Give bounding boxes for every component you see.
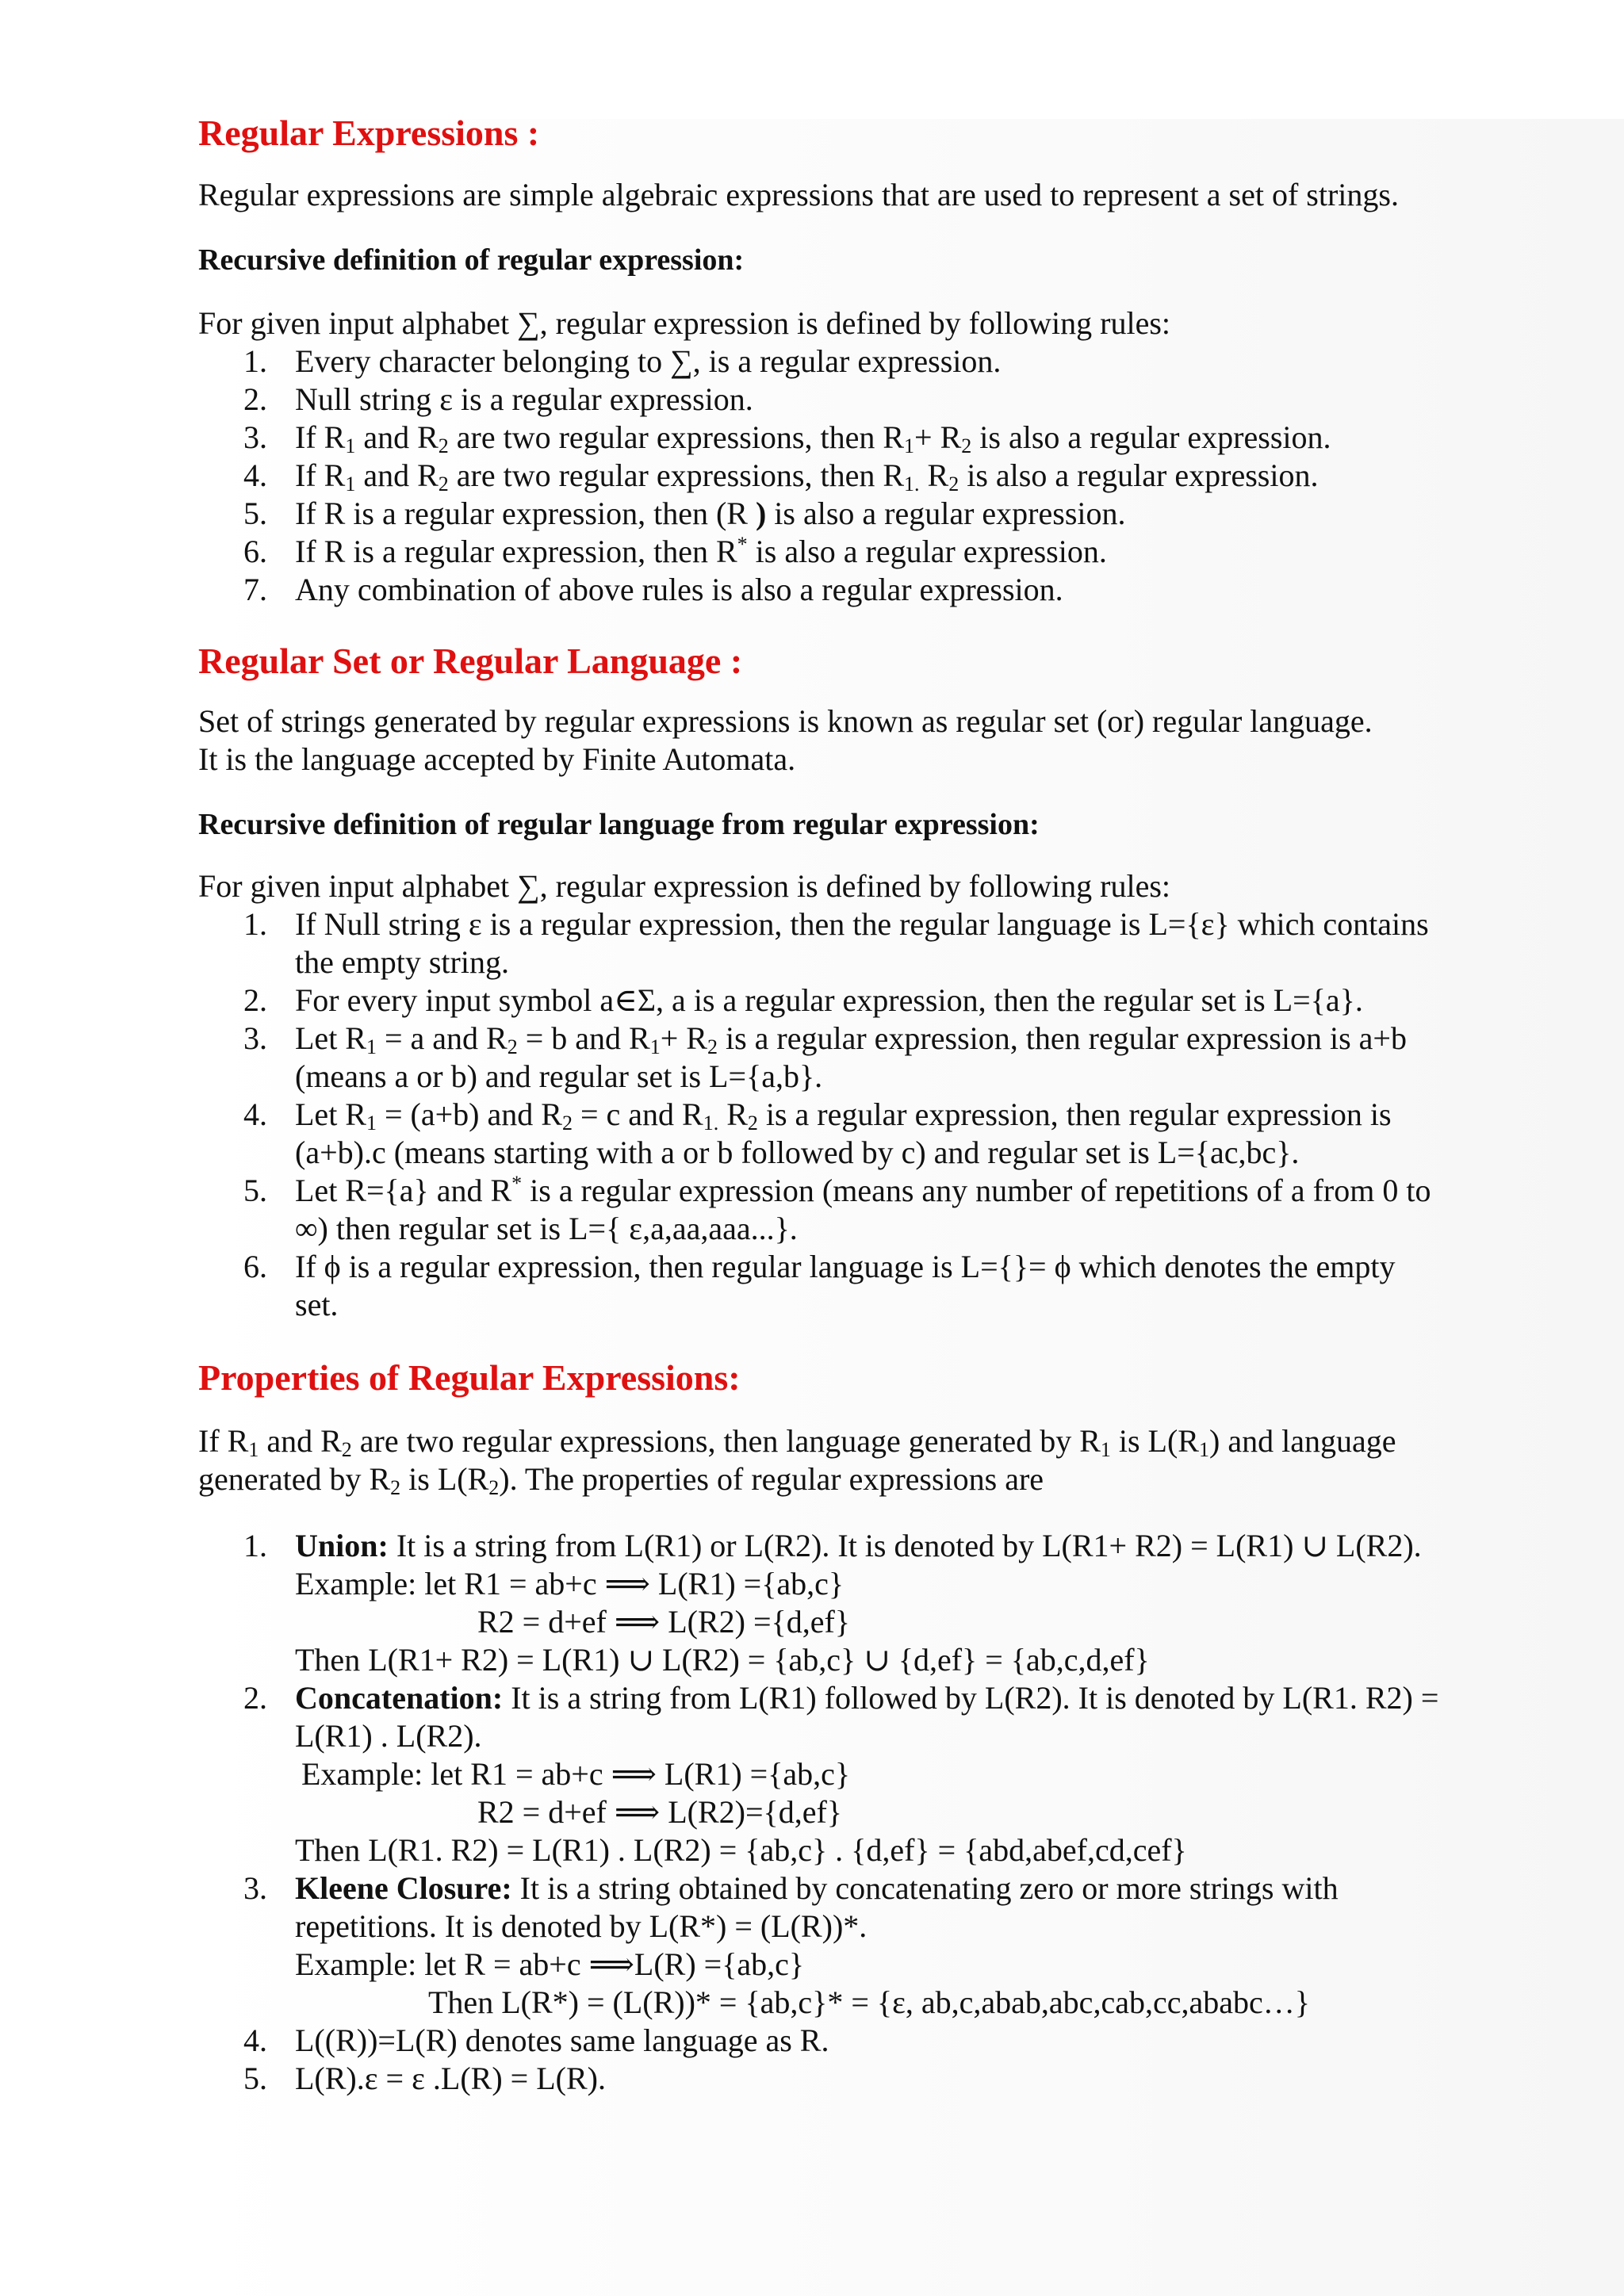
list-item: 5. Let R={a} and R* is a regular expression (means any number of repetitions of a from 0 to ∞) then regular set is L={ ε,a,aa,aaa...}.	[243, 1172, 1431, 1246]
list-item: 7. Any combination of above rules is also a regular expression.	[243, 572, 1063, 607]
property-4: 4. L((R))=L(R) denotes same language as R.	[243, 2022, 829, 2058]
heading-properties: Properties of Regular Expressions:	[198, 1357, 741, 1398]
paragraph-regular-set-2: It is the language accepted by Finite Automata.	[198, 741, 796, 777]
rules-list	[198, 342, 1442, 609]
properties-list	[198, 1527, 1442, 2098]
property-union: 1. Union: It is a string from L(R1) or L(R2). It is denoted by L(R1+ R2) = L(R1) ∪ L(R2). Example: let R1 = ab+c ⟹ L(R1) ={ab,c} R2 = d+ef ⟹ L(R2) ={d,ef} Then L(R1+ R2) = L(R1) ∪ L(R2) = {ab,c} ∪ {d,ef} = {ab,c,d,ef}	[198, 1527, 1442, 1679]
property-kleene-closure: 3. Kleene Closure: It is a string obtained by concatenating zero or more strings with repetitions. It is denoted by L(R*) = (L(R))*. Example: let R = ab+c ⟹L(R) ={ab,c} Then L(R*) = (L(R))* = {ab,c}* = {ε, ab,c,abab,abc,cab,cc,ababc…}	[198, 1869, 1442, 2022]
list-item: 2. Null string ε is a regular expression.	[243, 381, 753, 417]
list-item: 5. If R is a regular expression, then (R ) is also a regular expression.	[243, 496, 1126, 531]
subheading-recursive-definition: Recursive definition of regular expression:	[198, 243, 745, 277]
paragraph-regular-set-1: Set of strings generated by regular expressions is known as regular set (or) regular language.	[198, 703, 1373, 739]
union-example-3: Then L(R1+ R2) = L(R1) ∪ L(R2) = {ab,c} ∪ {d,ef} = {ab,c,d,ef}	[295, 1642, 1150, 1678]
heading-regular-expressions: Regular Expressions :	[198, 113, 540, 153]
list-item: 6. If R is a regular expression, then R* is also a regular expression.	[243, 533, 1107, 569]
kleene-example-1: Example: let R = ab+c ⟹L(R) ={ab,c}	[295, 1946, 805, 1982]
list-item: 4. If $R_1$ and $R_2$ are two regular expressions, then $R_{1.}$ $R_2$ is also a regular expression.	[243, 457, 1319, 496]
language-rules-list	[198, 905, 1442, 1324]
heading-regular-set: Regular Set or Regular Language :	[198, 641, 743, 681]
union-example-1: Example: let R1 = ab+c ⟹ L(R1) ={ab,c}	[295, 1566, 845, 1601]
list-item: 6. If ϕ is a regular expression, then regular language is L={}= ϕ which denotes the empty set.	[243, 1249, 1396, 1322]
union-example-2: R2 = d+ef ⟹ L(R2) ={d,ef}	[477, 1604, 850, 1640]
list-item: 2. For every input symbol a∈Σ, a is a regular expression, then the regular set is L={a}.	[243, 982, 1363, 1018]
paragraph-properties-intro: If $R_1$ and $R_2$ are two regular expressions, then language generated by $R_1$ is $L(R_1)$ and language generated by $R_2$ is $L(R_2)$. The properties of regular expressions are	[198, 1423, 1396, 1499]
property-5: 5. L(R).ε = ε .L(R) = L(R).	[243, 2061, 606, 2096]
concat-example-1: Example: let R1 = ab+c ⟹ L(R1) ={ab,c}	[301, 1756, 851, 1792]
subheading-regular-language-definition: Recursive definition of regular language from regular expression:	[198, 808, 1040, 841]
list-item: 1. If Null string ε is a regular expression, then the regular language is L={ε} which contains the empty string.	[243, 906, 1429, 980]
kleene-example-2: Then L(R*) = (L(R))* = {ab,c}* = {ε, ab,c,abab,abc,cab,cc,ababc…}	[428, 1984, 1310, 2020]
page-content	[198, 111, 1442, 2098]
rules-lead: For given input alphabet ∑, regular expression is defined by following rules:	[198, 305, 1171, 341]
list-item: 3. If $R_1$ and $R_2$ are two regular expressions, then $R_1+ R_2$ is also a regular expression.	[243, 419, 1331, 457]
concat-example-2: R2 = d+ef ⟹ L(R2)={d,ef}	[477, 1794, 842, 1830]
rules-lead-2: For given input alphabet ∑, regular expression is defined by following rules:	[198, 868, 1171, 904]
list-item: 1. Every character belonging to ∑, is a regular expression.	[243, 343, 1002, 379]
property-concatenation: 2. Concatenation: It is a string from L(R1) followed by L(R2). It is denoted by L(R1. R2) = L(R1) . L(R2). Example: let R1 = ab+c ⟹ L(R1) ={ab,c} R2 = d+ef ⟹ L(R2)={d,ef} Then L(R1. R2) = L(R1) . L(R2) = {ab,c} . {d,ef} = {abd,abef,cd,cef}	[198, 1679, 1442, 1869]
list-item: 4. Let $R_1 = (a+b)$ and $R_2 = c$ and $R_{1.}$ $R_2$ is a regular expression, then regular expression is (a+b).c (means starting with a or b followed by c) and regular set is L={ac,bc}.	[243, 1096, 1392, 1170]
paragraph-intro: Regular expressions are simple algebraic expressions that are used to represent a set of strings.	[198, 177, 1399, 212]
list-item: 3. Let $R_1 = a$ and $R_2 = b$ and $R_1+ R_2$ is a regular expression, then regular expression is a+b (means a or b) and regular set is L={a,b}.	[243, 1020, 1407, 1094]
concat-example-3: Then L(R1. R2) = L(R1) . L(R2) = {ab,c} . {d,ef} = {abd,abef,cd,cef}	[295, 1832, 1187, 1868]
